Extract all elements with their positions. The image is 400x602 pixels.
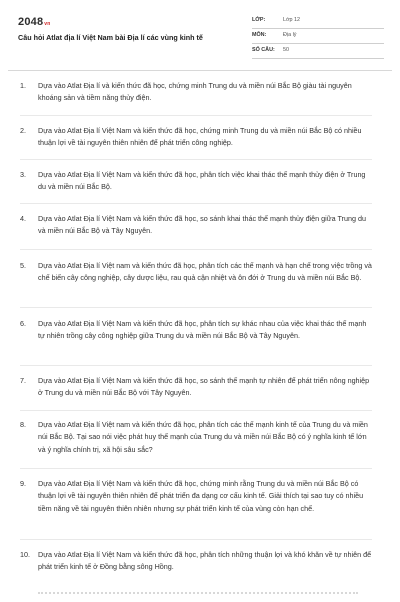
question-number: 10.	[20, 550, 30, 559]
question-text: Dựa vào Atlat Địa lí Việt nam và kiến thức đã học, phân tích các thế mạnh kinh tế của Trung du và miền núi Bắc Bộ. Tại sao nói việc phát huy thế mạnh của Trung du và miền núi Bắc Bộ có ý nghĩa kinh tế lớn và ý nghĩa chính trị, xã hội sâu sắc?	[38, 420, 368, 454]
meta-row-count	[252, 44, 384, 59]
meta-row-grade	[252, 14, 384, 29]
question-number: 1.	[20, 81, 26, 90]
question-divider	[20, 249, 372, 250]
logo-text: 2048	[18, 16, 44, 28]
question-divider	[20, 203, 372, 204]
question-number: 8.	[20, 420, 26, 429]
document-title: Câu hỏi Atlat địa lí Việt Nam bài Địa lí các vùng kinh tế	[18, 33, 203, 42]
question-divider	[20, 410, 372, 411]
count-label: SỐ CÂU:	[252, 47, 275, 53]
cut-off-next-question	[38, 592, 358, 602]
question-divider	[20, 468, 372, 469]
question-divider	[20, 115, 372, 116]
question-number: 5.	[20, 261, 26, 270]
question-number: 6.	[20, 319, 26, 328]
subject-value: Địa lý	[283, 32, 297, 38]
grade-label: LỚP:	[252, 17, 266, 23]
question-text: Dựa vào Atlat Địa lí Việt Nam và kiến thức đã học, phân tích việc khai thác thế mạnh thủy điện ở Trung du và miền núi Bắc Bộ.	[38, 170, 366, 192]
meta-table	[252, 14, 384, 59]
question-number: 2.	[20, 126, 26, 135]
subject-label: MÔN:	[252, 32, 267, 38]
question-text: Dựa vào Atlat Địa lí Việt Nam và kiến thức đã học, chứng minh rằng Trung du và miền núi Bắc Bộ có thuận lợi về tài nguyên thiên nhiên để phát triển đa dạng cơ cấu kinh tế. Giải thích tại sao tuy có nhiều tiềm năng về tài nguyên thiên nhiên nhưng sự phát triển kinh tế của vùng còn hạn chế.	[38, 479, 364, 513]
question-number: 3.	[20, 170, 26, 179]
question-text: Dựa vào Atlat Địa lí Việt Nam và kiến thức đã học, so sánh thế mạnh tự nhiên để phát triển nông nghiệp ở Trung du và miền núi Bắc Bộ với Tây Nguyên.	[38, 376, 370, 398]
question-divider	[20, 539, 372, 540]
question-number: 4.	[20, 214, 26, 223]
question-divider	[20, 159, 372, 160]
header-divider	[8, 70, 392, 71]
question-text: Dựa vào Atlat Địa lí Việt Nam và kiến thức đã học, phân tích sự khác nhau của việc khai thác thế mạnh tự nhiên trồng cây công nghiệp giữa Trung du và miền núi Bắc Bộ và Tây Nguyên.	[38, 319, 367, 341]
question-text: Dựa vào Atlat Địa lí và kiến thức đã học, chứng minh Trung du và miền núi Bắc Bộ giàu tài nguyên khoáng sản và tiềm năng thủy điện.	[38, 81, 352, 103]
question-text: Dựa vào Atlat Địa lí Việt Nam và kiến thức đã học, so sánh khai thác thế mạnh thủy điện giữa Trung du và miền núi Bắc Bộ và Tây Nguyên.	[38, 214, 366, 236]
question-divider	[20, 307, 372, 308]
logo-suffix: vn	[44, 21, 51, 27]
question-divider	[20, 365, 372, 366]
count-value: 50	[283, 47, 289, 53]
site-logo[interactable]	[18, 16, 51, 28]
question-text: Dựa vào Atlat Địa lí Việt Nam và kiến thức đã học, chứng minh Trung du và miền núi Bắc Bộ có nhiều thuận lợi về tài nguyên thiên nhiên để phát triển công nghiệp.	[38, 126, 362, 148]
question-number: 9.	[20, 479, 26, 488]
grade-value: Lớp 12	[283, 17, 301, 23]
question-text: Dựa vào Atlat Địa lí Việt Nam và kiến thức đã học, phân tích những thuận lợi và khó khăn về tự nhiên để phát triển kinh tế ở Đồng bằng sông Hồng.	[38, 550, 372, 572]
meta-row-subject	[252, 29, 384, 44]
question-text: Dựa vào Atlat Địa lí Việt nam và kiến thức đã học, phân tích các thế mạnh và hạn chế trong việc trồng và chế biến cây công nghiệp, cây dược liệu, rau quả cận nhiệt và ôn đới ở Trung du và miền núi Bắc Bộ.	[38, 261, 372, 283]
page-header	[0, 0, 400, 70]
question-number: 7.	[20, 376, 26, 385]
